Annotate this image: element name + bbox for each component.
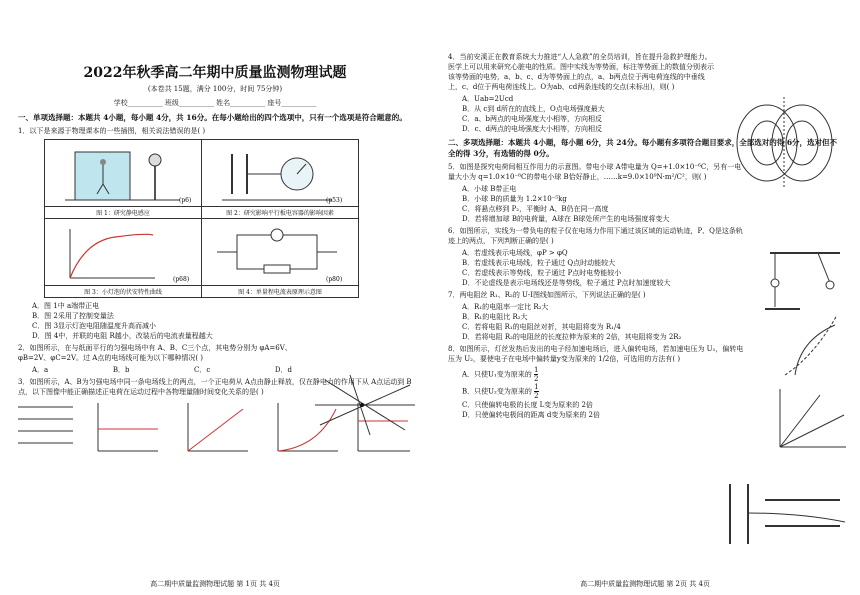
q7-ui-graph <box>770 385 850 455</box>
q6-trajectory-figure <box>775 310 845 380</box>
q1-option-b: B．图 2采用了控制变量法 <box>32 312 114 320</box>
fig2-capacitor <box>202 140 359 207</box>
q1-option-c: C．图 3显示灯泡电阻随温度升高而减小 <box>32 322 157 330</box>
q4-option-d: D．c、d两点的电场强度大小相等，方向相反 <box>462 125 603 133</box>
question-6: 6．如图所示，实线为一带负电的粒子仅在电场力作用下通过该区域的运动轨迹，P、Q是这条轨迹上的两点，下列判断正确的是( ) <box>448 227 743 245</box>
page-1-footer: 高二期中质量监测物理试题 第 1页 共 4页 <box>150 580 280 588</box>
q1-figure-table <box>44 139 359 298</box>
q2-field-figure <box>310 370 420 440</box>
page-2-footer: 高二期中质量监测物理试题 第 2页 共 4页 <box>580 580 710 588</box>
fig3-page-label: (p68) <box>173 276 190 283</box>
question-2: 2．如图所示，在与纸面平行的匀强电场中有 A、B、C三个点，其电势分别为 φA=6V、φB=2V、φC=2V。过 A点的电场线可能为以下哪种情况( ) <box>18 344 292 362</box>
fig2-drawing <box>202 144 352 206</box>
q4-equipotential-figure <box>722 95 847 190</box>
q7-option-a: A．R₁的电阻率一定比 R₂大 <box>462 303 549 311</box>
q8-option-b-fraction <box>534 383 538 400</box>
question-1: 1．以下是来源于物理课本的一些插图，相关说法错误的是( ) <box>18 127 206 135</box>
q8-option-a-text: A．只使U₁变为原来的 <box>462 370 532 379</box>
q2-option-a: A．a <box>32 366 49 374</box>
q4-option-c: C．a、b两点的电场强度大小相等，方向相反 <box>462 115 603 123</box>
exam-subtitle: (本卷共 15题，满分 100分，时间 75分钟) <box>147 85 283 93</box>
fig3-iv-curve <box>45 219 202 286</box>
q8-deflection-figure <box>720 478 850 550</box>
fig2-page-label: (p53) <box>326 197 343 204</box>
q6-option-a: A．若虚线表示电场线，φP > φQ <box>462 249 568 257</box>
q4-option-a: A．Uab=2Ucd <box>462 95 514 103</box>
q5-option-b: B．小球 B的质量为 1.2×10⁻⁵kg <box>462 195 567 203</box>
student-info-line: 学校__________ 班级__________ 姓名__________ 座号__________ <box>113 99 317 107</box>
question-7: 7．两电阻丝 R₁、R₂的 U-I图线如图所示，下列说法正确的是( ) <box>448 291 646 299</box>
section-1-heading: 一、单项选择题：本题共 4小题，每小题 4分，共 16分。在每小题给出的四个选项中，只有一个选项是符合题意的。 <box>18 113 407 122</box>
q8-option-b-text: B．只使U₂变为原来的 <box>462 387 532 396</box>
fig3-caption: 图 3：小灯泡的伏安特性曲线 <box>45 286 202 298</box>
q5-option-c: C．将悬点移到 P₂，平衡时 A、B仍在同一高度 <box>462 205 609 213</box>
fig1-page-label: (p6) <box>179 197 192 204</box>
q7-option-c: C．若将电阻 R₁的电阻丝对折，其电阻将变为 R₁/4 <box>462 323 621 331</box>
question-8: 8．如图所示，灯丝发热后发出的电子经加速电场后，进入偏转电场，若加速电压为 U₁，偏转电压为 U₂，要使电子在电场中偏转量y变为原来的 1/2倍，可选用的方法有( ) <box>448 345 744 363</box>
q2-option-d: D．d <box>274 366 292 374</box>
q7-option-b: B．R₁的电阻比 R₂大 <box>462 313 528 321</box>
q2-options <box>32 365 292 375</box>
question-3: 3．如图所示，A、B为匀强电场中同一条电场线上的两点，一个正电荷从 A点由静止释放，仅在静电力的作用下从 A点运动到 B点，以下图像中能正确描述正电荷在运动过程中各物理量随时间变化关系的是( ) <box>18 378 412 396</box>
question-4: 4．当前安溪正在教育系统大力推进“人人急救”的全员培训，旨在提升急救护理能力。医学上可以用来研究心脏电的性质。图中实线为等势面，标注等势面上的数值分别表示该等势面的电势，a、b、c、d为等势面上的点，a、b两点位于两电荷连线的中垂线上，c、d位于两电荷连线上。O为ab、cd两条连线的交点(未标出)，则( ) <box>448 53 714 91</box>
q6-option-c: C．若虚线表示等势线，粒子通过 P点时电势能较小 <box>462 269 622 277</box>
section-2-heading: 二、多项选择题：本题共 4小题，每小题 6分，共 24分。每小题有多项符合题目要求，全部选对的得 6分，选对但不全的得 3分，有选错的得 0分。 <box>448 138 838 158</box>
q5-option-a: A．小球 B带正电 <box>462 185 517 193</box>
q5-pendulum-figure <box>760 245 850 315</box>
fig3-drawing <box>45 223 195 285</box>
fig4-ammeter <box>202 219 359 286</box>
q3-field-lines <box>18 407 73 443</box>
q8-option-d: D．只使偏转电极间的距离 d变为原来的 2倍 <box>462 411 600 419</box>
q5-option-d: D．若将增加球 B的电荷量，A球在 B球处所产生的电场强度将变大 <box>462 215 670 223</box>
fig1-caption: 图 1：研究静电感应 <box>45 207 202 219</box>
q8-option-c: C．只使偏转电极的长度 L变为原来的 2倍 <box>462 401 593 409</box>
fig4-page-label: (p80) <box>326 276 343 283</box>
fraction-denominator: 2 <box>534 375 539 383</box>
q3-graph-b <box>188 403 248 451</box>
exam-title: 2022年秋季高二年期中质量监测物理试题 <box>83 65 347 81</box>
fig1-drawing <box>45 144 195 206</box>
page-right <box>430 0 860 595</box>
fraction-numerator: 1 <box>534 383 539 391</box>
fraction-denominator: 2 <box>534 392 539 400</box>
q2-option-c: C．c <box>194 366 211 374</box>
fig1-electroscope <box>45 140 202 207</box>
fig4-drawing <box>202 223 352 285</box>
fig2-caption: 图 2：研究影响平行板电容器的影响因素 <box>202 207 359 219</box>
q8-option-a-fraction <box>534 366 538 383</box>
q7-option-d: D．若将电阻 R₂的电阻丝的长度拉伸为原来的 2倍，其电阻将变为 2R₂ <box>462 333 682 341</box>
q4-option-b: B．从 c到 d所在的直线上，O点电场强度最大 <box>462 105 605 113</box>
q1-option-a: A．图 1中 a端带正电 <box>32 302 100 310</box>
q6-option-b: B．若虚线表示电场线，粒子通过 Q点时动能较大 <box>462 259 616 267</box>
q6-option-d: D．不论虚线是表示电场线还是等势线，粒子通过 P点时加速度较大 <box>462 279 671 287</box>
q2-option-b: B．b <box>112 366 130 374</box>
q1-option-d: D．图 4中，并联的电阻 R越小，改装后的电流表量程越大 <box>32 332 213 340</box>
q3-graph-a <box>98 403 158 451</box>
question-5: 5．如图是探究电荷间相互作用力的示意图。带电小球 A带电量为 Q=+1.0×10⁻⁶C，另有一电量大小为 q=1.0×10⁻⁸C的带电小球 B恰好静止，……k=9.0×10⁹N·m²/C²，则( ) <box>448 163 742 181</box>
fig4-caption: 图 4：单量程电流表原理示意图 <box>202 286 359 298</box>
fraction-numerator: 1 <box>534 366 539 374</box>
